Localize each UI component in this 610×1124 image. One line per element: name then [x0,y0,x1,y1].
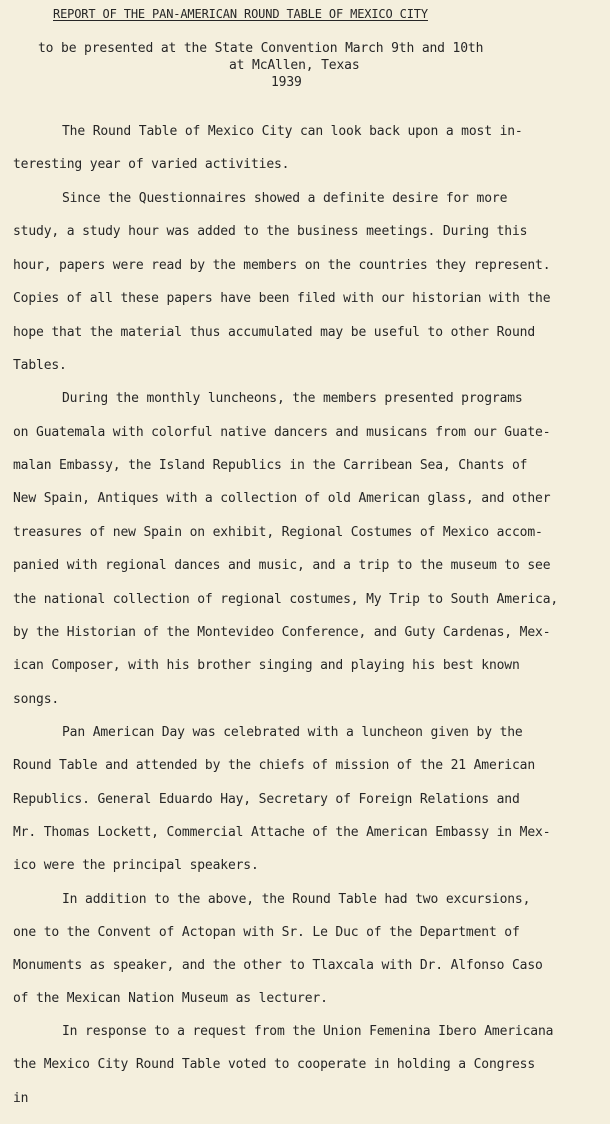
body-line: Mr. Thomas Lockett, Commercial Attache of the American Embassy in Mex- [13,825,551,840]
body-line: Pan American Day was celebrated with a luncheon given by the [62,725,523,740]
body-line: on Guatemala with colorful native dancers and musicans from our Guate- [13,425,551,440]
body-line: by the Historian of the Montevideo Conference, and Guty Cardenas, Mex- [13,625,551,640]
body-line: Tables. [13,358,67,373]
body-line: study, a study hour was added to the business meetings. During this [13,224,528,239]
body-line: hope that the material thus accumulated may be useful to other Round [13,325,536,340]
body-line: malan Embassy, the Island Republics in the Carribean Sea, Chants of [13,458,528,473]
body-line: ican Composer, with his brother singing and playing his best known [13,658,520,673]
body-line: teresting year of varied activities. [13,157,290,172]
body-line: Round Table and attended by the chiefs of mission of the 21 American [13,758,536,773]
body-line: hour, papers were read by the members on the countries they represent. [13,258,551,273]
body-line: Since the Questionnaires showed a definite desire for more [62,191,508,206]
body-line: panied with regional dances and music, and a trip to the museum to see [13,558,551,573]
body-line: The Round Table of Mexico City can look back upon a most in- [62,124,523,139]
body-line: treasures of new Spain on exhibit, Regional Costumes of Mexico accom- [13,525,543,540]
body-line: one to the Convent of Actopan with Sr. Le Duc of the Department of [13,925,520,940]
subtitle-line: 1939 [271,75,302,90]
body-line: ico were the principal speakers. [13,858,259,873]
body-line: Copies of all these papers have been filed with our historian with the [13,291,551,306]
body-line: the Mexico City Round Table voted to cooperate in holding a Congress [13,1057,536,1072]
subtitle-line: to be presented at the State Convention March 9th and 10th [38,41,484,56]
body-line: Republics. General Eduardo Hay, Secretary of Foreign Relations and [13,792,520,807]
body-line: Monuments as speaker, and the other to Tlaxcala with Dr. Alfonso Caso [13,958,543,973]
body-line: in [13,1091,29,1106]
body-line: songs. [13,692,60,707]
body-line: of the Mexican Nation Museum as lecturer. [13,991,328,1006]
body-line: In response to a request from the Union Femenina Ibero Americana [62,1024,554,1039]
body-line: New Spain, Antiques with a collection of old American glass, and other [13,491,551,506]
document-title: REPORT OF THE PAN-AMERICAN ROUND TABLE OF MEXICO CITY [53,7,428,21]
body-line: the national collection of regional costumes, My Trip to South America, [13,592,559,607]
body-line: During the monthly luncheons, the members presented programs [62,391,523,406]
subtitle-line: at McAllen, Texas [229,58,360,73]
body-line: In addition to the above, the Round Table had two excursions, [62,892,531,907]
